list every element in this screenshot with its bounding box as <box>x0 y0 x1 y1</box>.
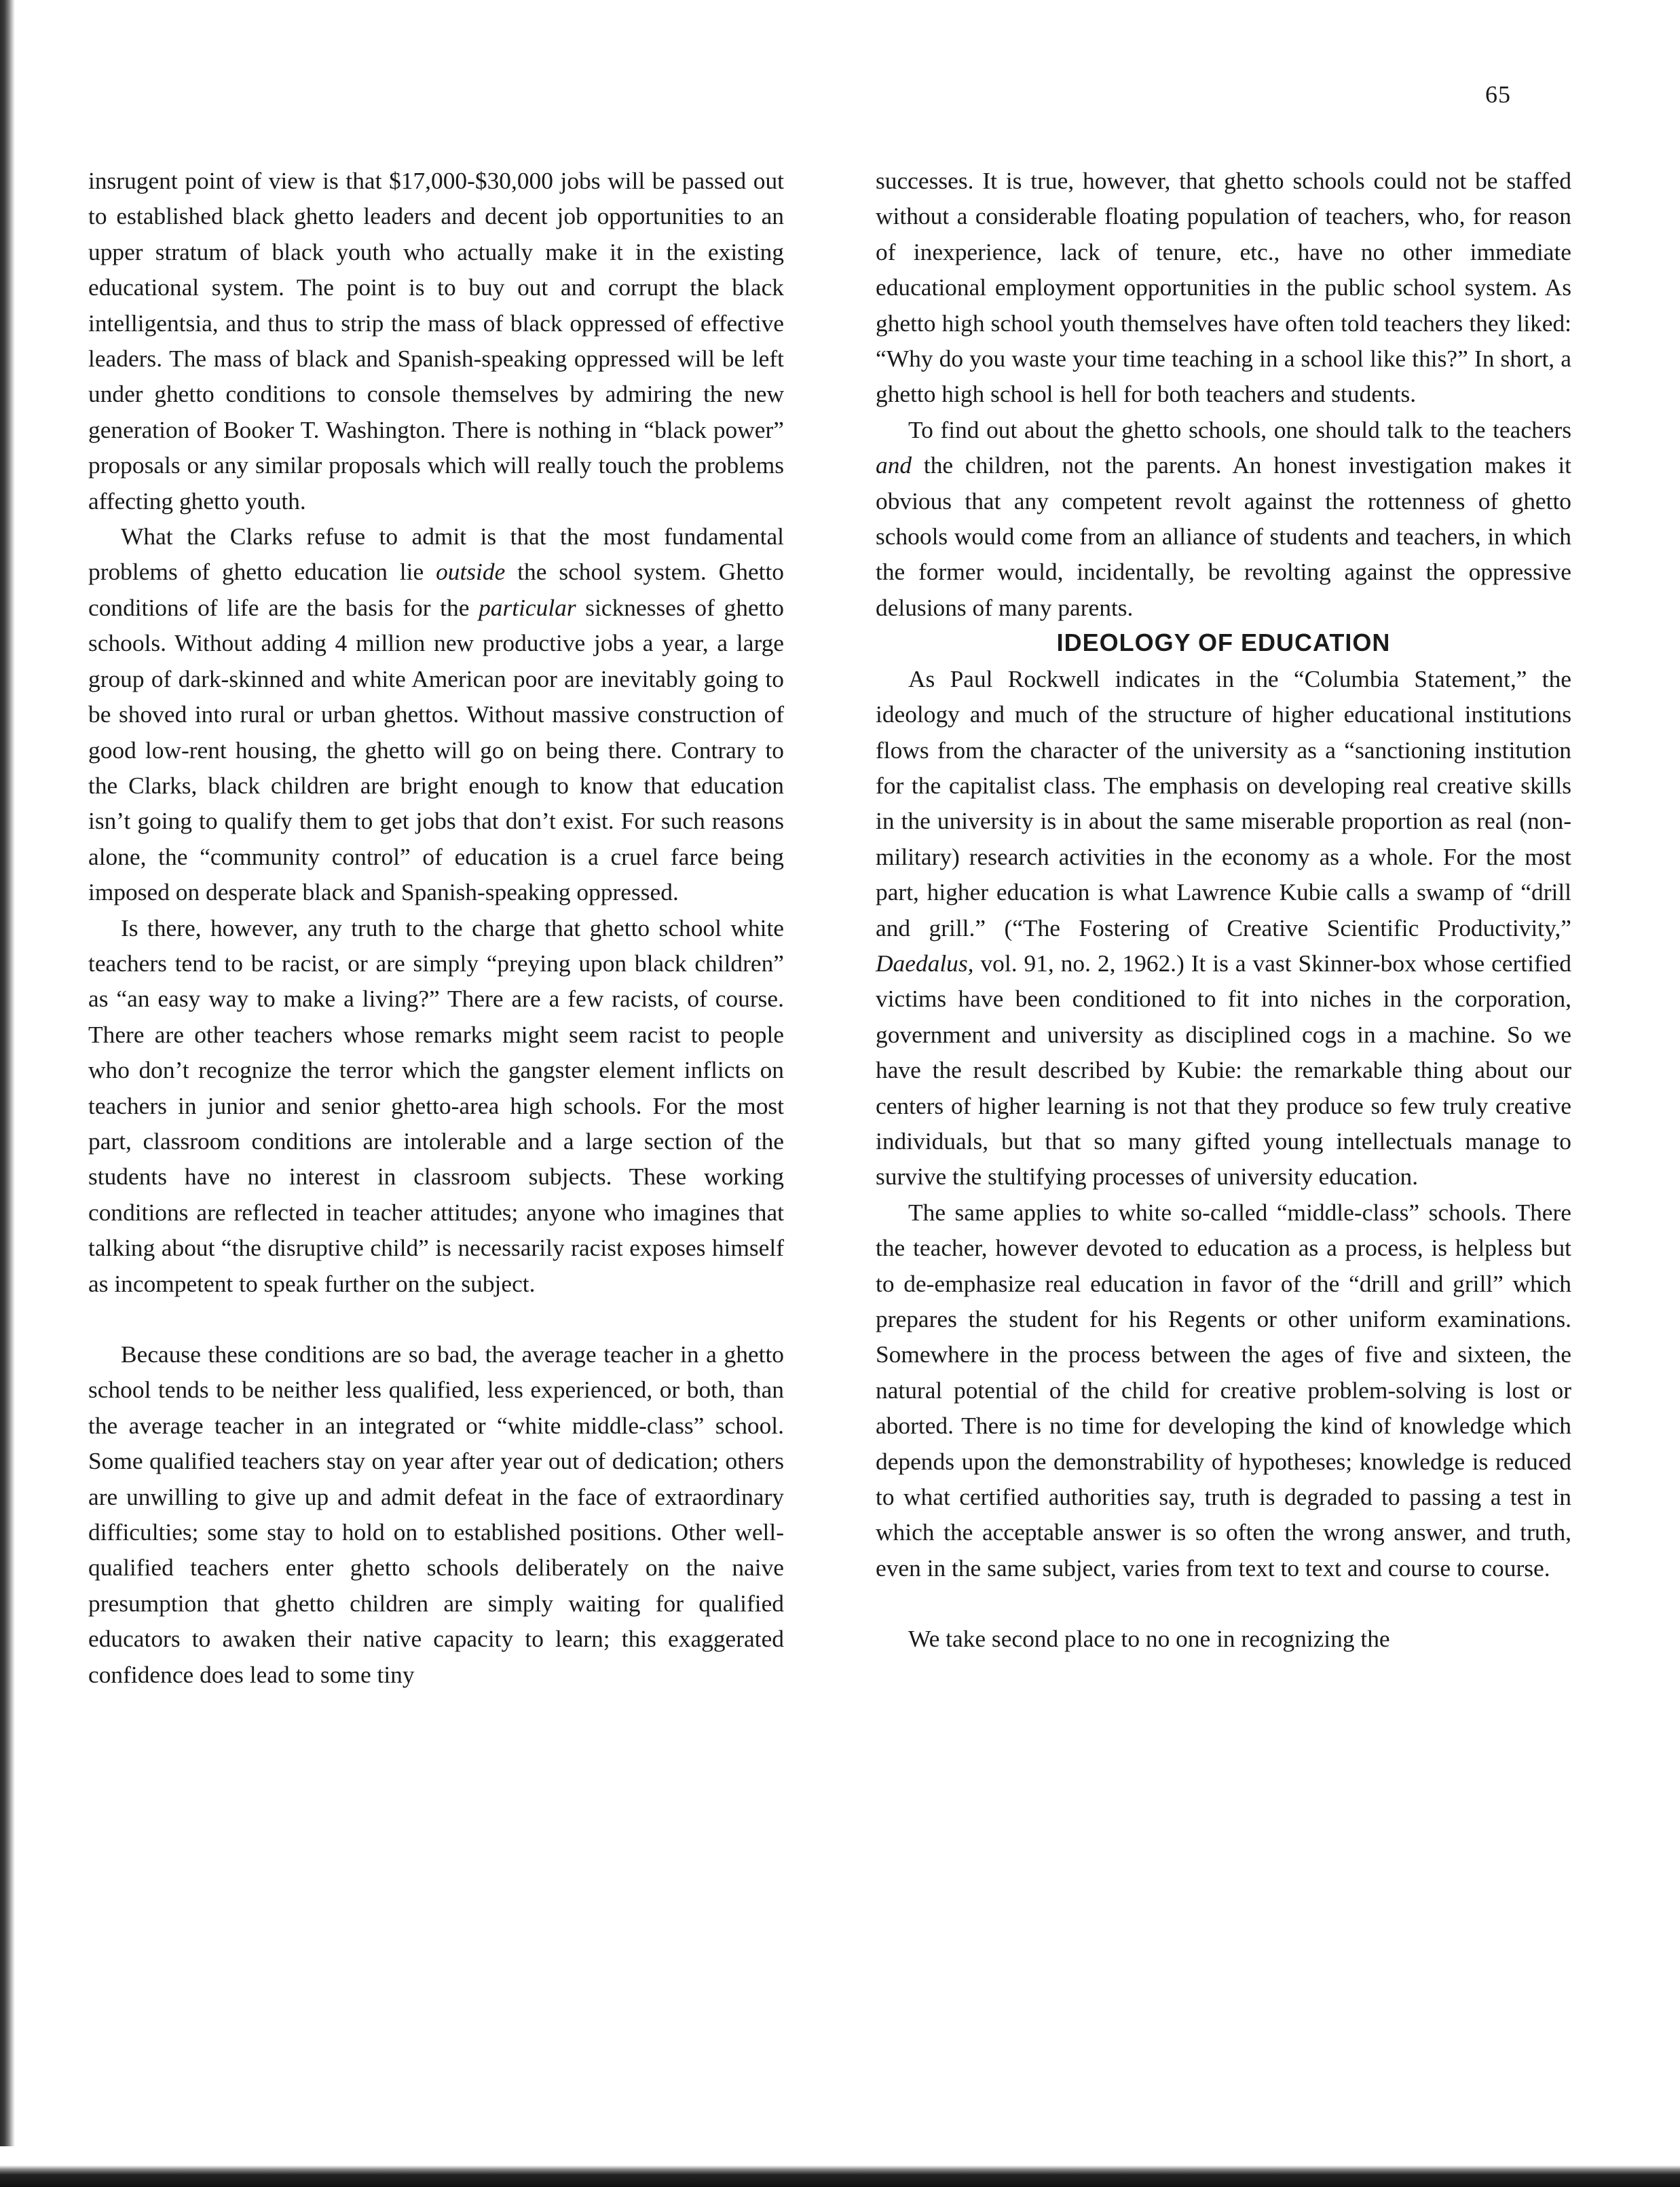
right-paragraph-3-emphasis-daedalus: Daedalus, <box>876 949 974 977</box>
left-paragraph-3: Is there, however, any truth to the charge that ghetto school white teachers tend to be racist, or are simply “preying upon black children” as “an easy way to make a living?” There are a few racists, of course. There are other teachers whose remarks might seem racist to people who don’t recognize the terror which the gangster element inflicts on teachers in junior and senior ghetto-area high schools. For the most part, classroom conditions are intolerable and a large section of the students have no interest in classroom subjects. These working conditions are reflected in teacher attitudes; anyone who imagines that talking about “the disruptive child” is necessarily racist exposes himself as incompetent to speak further on the subject. <box>88 914 784 1297</box>
section-heading: IDEOLOGY OF EDUCATION <box>1056 629 1391 657</box>
left-paragraph-1: insrugent point of view is that $17,000-$30,000 jobs will be passed out to established black ghetto leaders and decent job opportunities to an upper stratum of black youth who actually make it in the existing educational system. The point is to buy out and corrupt the black intelligentsia, and thus to strip the mass of black oppressed of effective leaders. The mass of black and Spanish-speaking oppressed will be left under ghetto conditions to console themselves by admiring the new generation of Booker T. Washington. There is nothing in “black power” proposals or any similar proposals which will really touch the problems affecting ghetto youth. <box>88 167 784 515</box>
paragraph-gap <box>876 1586 1571 1621</box>
left-paragraph-2-text-c: sicknesses of ghetto schools. Without adding 4 million new productive jobs a year, a large group of dark-skinned and white American poor are inevitably going to be shoved into rural or urban ghettos. Without massive construction of good low-rent housing, the ghetto will go on being there. Contrary to the Clarks, black children are bright enough to know that education isn’t going to qualify them to get jobs that don’t exist. For such reasons alone, the “community control” of education is a cruel farce being imposed on desperate black and Spanish-speaking oppressed. <box>88 593 784 906</box>
page-number: 65 <box>1485 81 1511 108</box>
right-paragraph-1: successes. It is true, however, that ghetto schools could not be staffed without a considerable floating population of teachers, who, for reason of inexperience, lack of tenure, etc., have no other immediate educational employment opportunities in the public school system. As ghetto high school youth themselves have often told teachers they liked: “Why do you waste your time teaching in a school like this?” In short, a ghetto high school is hell for both teachers and students. <box>876 167 1571 408</box>
scan-left-edge <box>0 0 15 2187</box>
left-paragraph-2-emphasis-particular: particular <box>479 593 576 621</box>
right-paragraph-3 <box>876 661 1571 1195</box>
right-paragraph-5: We take second place to no one in recognizing the <box>908 1625 1390 1653</box>
right-paragraph-2-emphasis-and: and <box>876 451 912 479</box>
right-paragraph-3-text-a: As Paul Rockwell indicates in the “Columbia Statement,” the ideology and much of the structure of higher educational institutions flows from the character of the university as a “sanctioning institution for the capitalist class. The emphasis on developing real creative skills in the university is in about the same miserable proportion as real (non-military) research activities in the economy as a whole. For the most part, higher education is what Lawrence Kubie calls a swamp of “drill and grill.” (“The Fostering of Creative Scientific Productivity,” <box>876 665 1571 941</box>
right-paragraph-3-text-b: vol. 91, no. 2, 1962.) It is a vast Skinner-box whose certified victims have been conditioned to fit into niches in the corporation, government and university as disciplined cogs in a machine. So we have the result described by Kubie: the remarkable thing about our centers of higher learning is not that they produce so few truly creative individuals, but that so many gifted young intellectuals manage to survive the stultifying processes of university education. <box>876 949 1571 1191</box>
left-paragraph-2-text-b: the school system. Ghetto conditions of life are the basis for the <box>88 558 784 621</box>
scan-bottom-edge <box>0 2146 1680 2187</box>
right-column <box>876 163 1571 1657</box>
right-paragraph-2 <box>876 412 1571 625</box>
left-paragraph-2-emphasis-outside: outside <box>436 558 506 586</box>
right-paragraph-4: The same applies to white so-called “middle-class” schools. There the teacher, however devoted to education as a process, is helpless but to de-emphasize real education in favor of the “drill and grill” which prepares the student for his Regents or other uniform examinations. Somewhere in the process between the ages of five and sixteen, the natural potential of the child for creative problem-solving is lost or aborted. There is no time for developing the kind of knowledge which depends upon the demonstrability of hypotheses; knowledge is reduced to what certified authorities say, truth is degraded to passing a test in which the acceptable answer is so often the wrong answer, and truth, even in the same subject, varies from text to text and course to course. <box>876 1198 1571 1582</box>
left-paragraph-2-text-a: What the Clarks refuse to admit is that the most fundamental problems of ghetto education lie <box>88 523 784 586</box>
paragraph-gap <box>88 1301 784 1336</box>
left-column <box>88 163 784 1692</box>
left-paragraph-2 <box>88 519 784 910</box>
left-paragraph-4: Because these conditions are so bad, the average teacher in a ghetto school tends to be neither less qualified, less experienced, or both, than the average teacher in an integrated or “white middle-class” school. Some qualified teachers stay on year after year out of dedication; others are unwilling to give up and admit defeat in the face of extraordinary difficulties; some stay to hold on to established positions. Other well-qualified teachers enter ghetto schools deliberately on the naive presumption that ghetto children are simply waiting for qualified educators to awaken their native capacity to learn; this exaggerated confidence does lead to some tiny <box>88 1341 784 1688</box>
right-paragraph-2-text-b: the children, not the parents. An honest investigation makes it obvious that any competent revolt against the rottenness of ghetto schools would come from an alliance of students and teachers, in which the former would, incidentally, be revolting against the oppressive delusions of many parents. <box>876 451 1571 621</box>
right-paragraph-2-text-a: To find out about the ghetto schools, one should talk to the teachers <box>908 415 1571 443</box>
